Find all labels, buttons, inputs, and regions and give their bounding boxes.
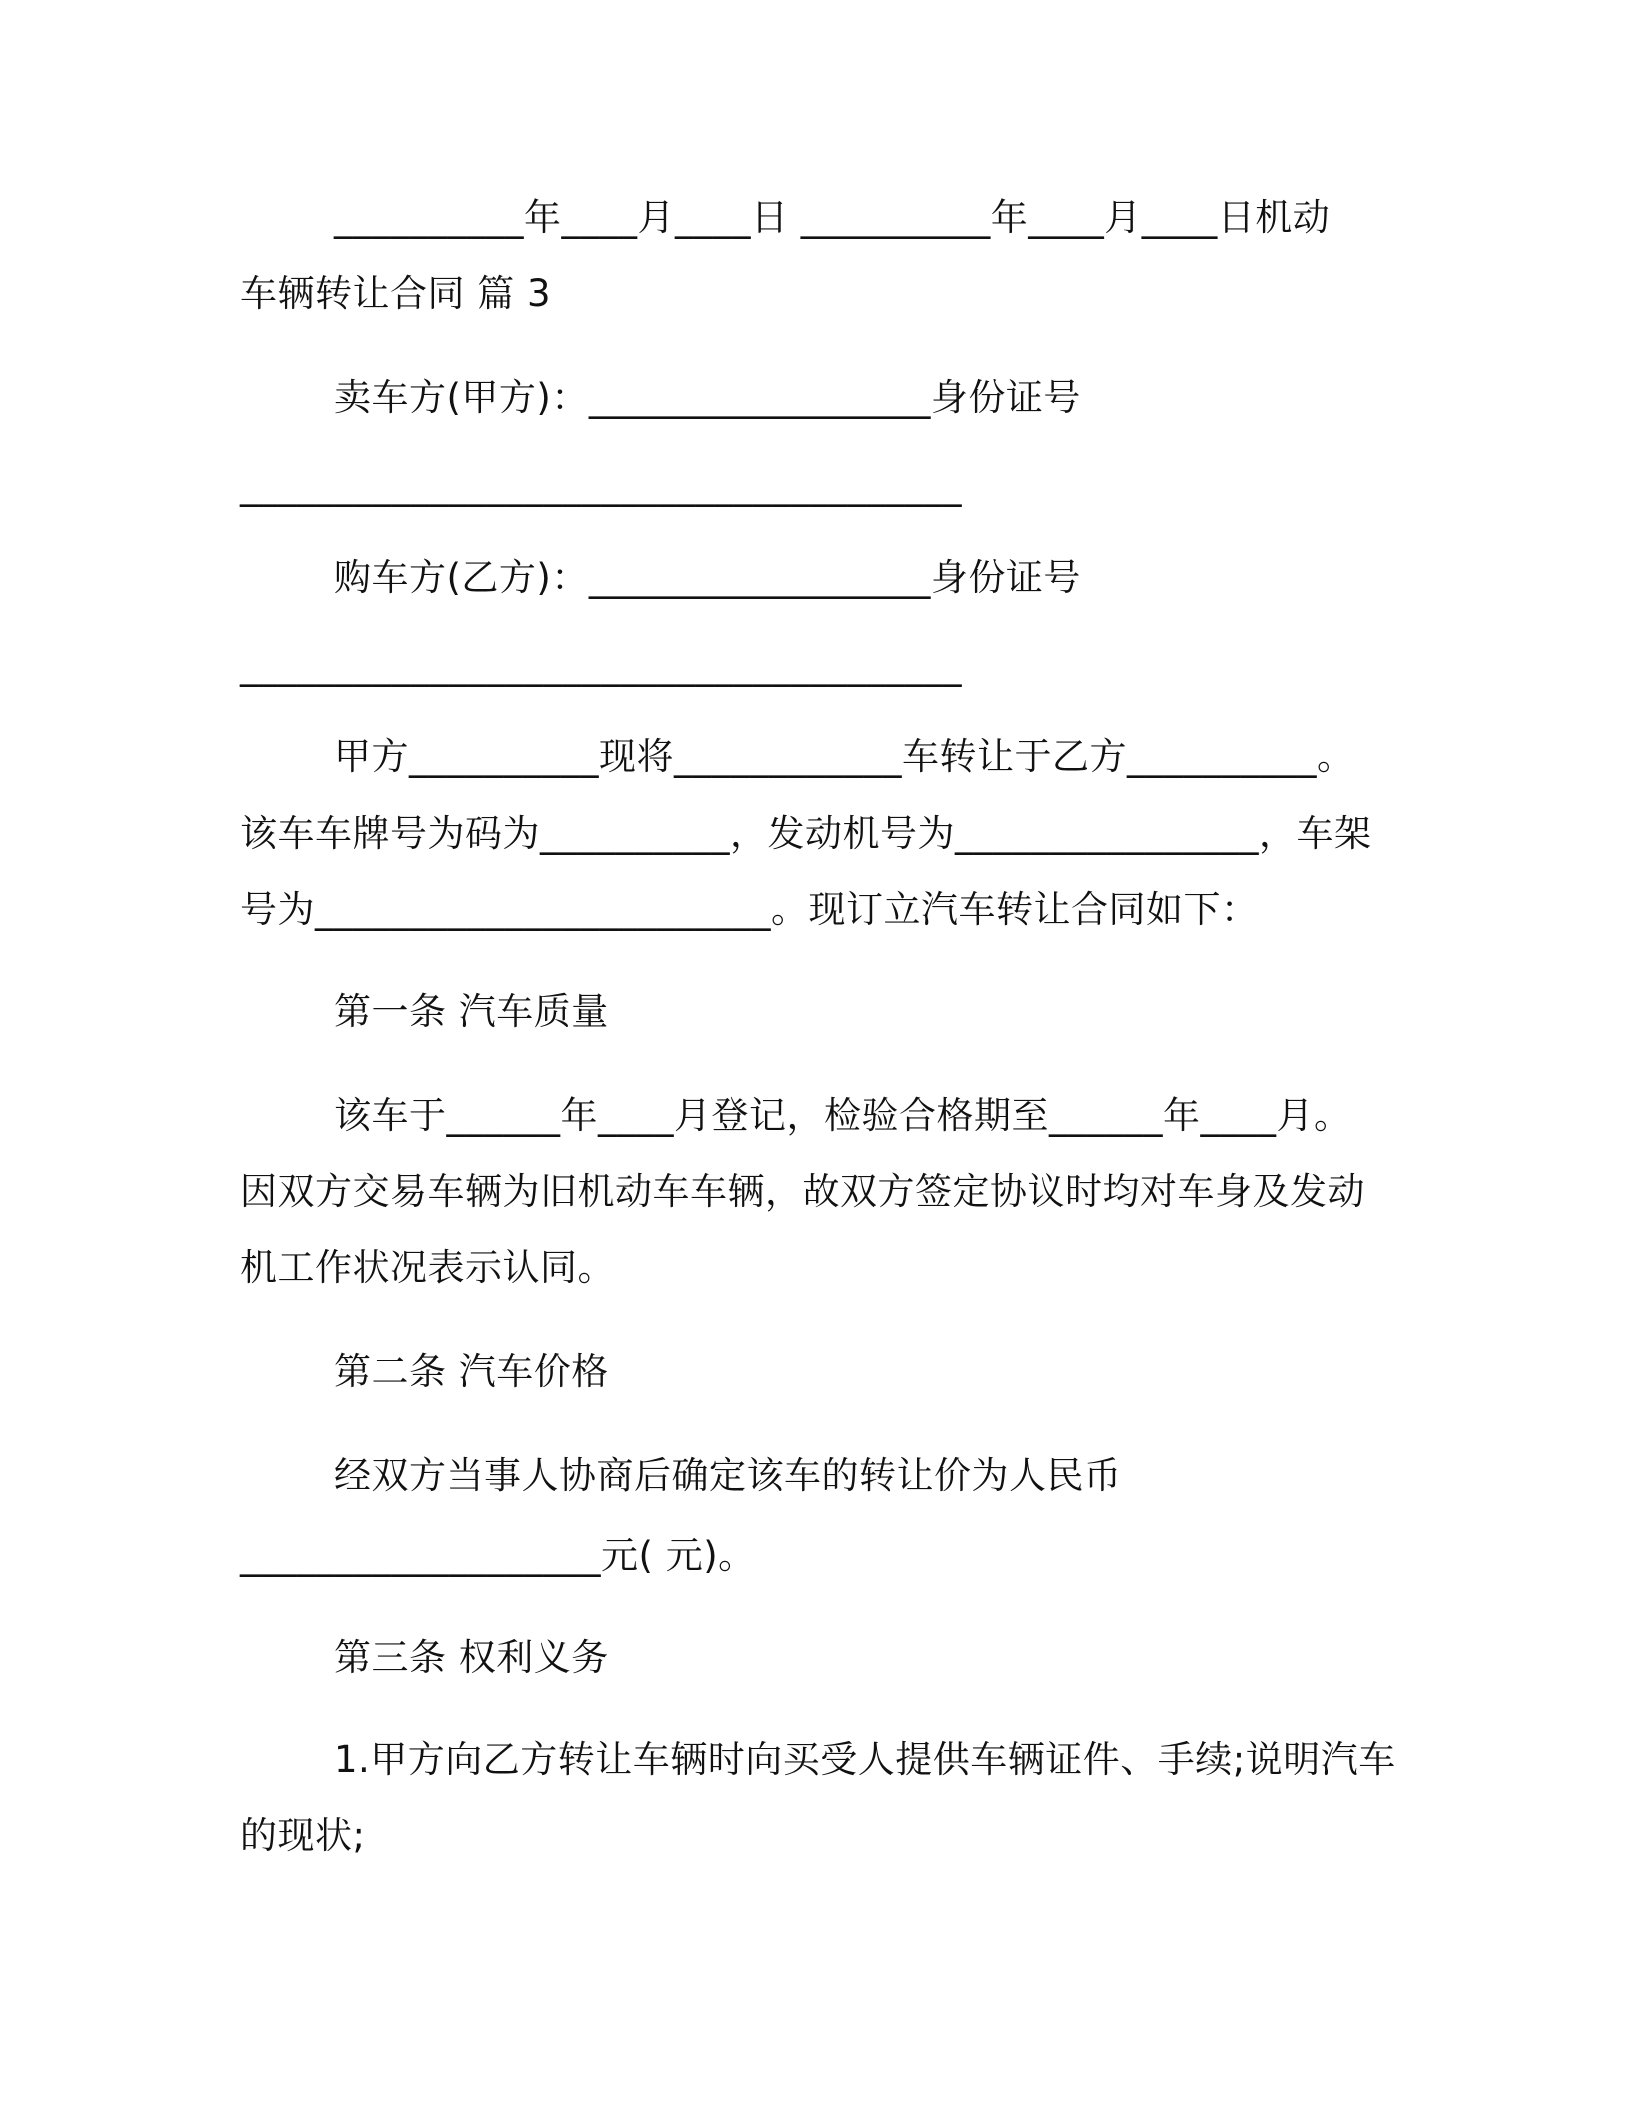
buyer-line: 购车方(乙方)：__________________身份证号 (334, 556, 1081, 599)
article-3-item-1-line-1: 1.甲方向乙方转让车辆时向买受人提供车辆证件、手续;说明汽车 (334, 1738, 1396, 1781)
seller-id-blank: ______________________________________ (240, 464, 962, 507)
date-line: __________年____月____日 __________年____月____日机动 (334, 196, 1331, 239)
article-2-text-line-1: 经双方当事人协商后确定该车的转让价为人民币 (334, 1454, 1122, 1497)
contract-title: 车辆转让合同 篇 3 (240, 272, 552, 315)
transfer-paragraph-line-1: 甲方__________现将____________车转让于乙方__________。 (334, 735, 1355, 778)
article-1-text-line-2: 因双方交易车辆为旧机动车车辆，故双方签定协议时均对车身及发动 (240, 1170, 1365, 1213)
article-1-text-line-3: 机工作状况表示认同。 (240, 1246, 615, 1289)
seller-line: 卖车方(甲方)：__________________身份证号 (334, 376, 1081, 419)
article-1-heading: 第一条 汽车质量 (334, 990, 609, 1033)
transfer-paragraph-line-2: 该车车牌号为码为__________，发动机号为________________，车架 (240, 812, 1372, 855)
article-2-heading: 第二条 汽车价格 (334, 1350, 609, 1393)
article-1-text-line-1: 该车于______年____月登记，检验合格期至______年____月。 (334, 1094, 1352, 1137)
article-2-text-line-2: ___________________元( 元)。 (240, 1534, 756, 1577)
buyer-id-blank: ______________________________________ (240, 644, 962, 687)
article-3-heading: 第三条 权利义务 (334, 1636, 609, 1679)
article-3-item-1-line-2: 的现状; (240, 1814, 366, 1857)
transfer-paragraph-line-3: 号为________________________。现订立汽车转让合同如下： (240, 888, 1259, 931)
